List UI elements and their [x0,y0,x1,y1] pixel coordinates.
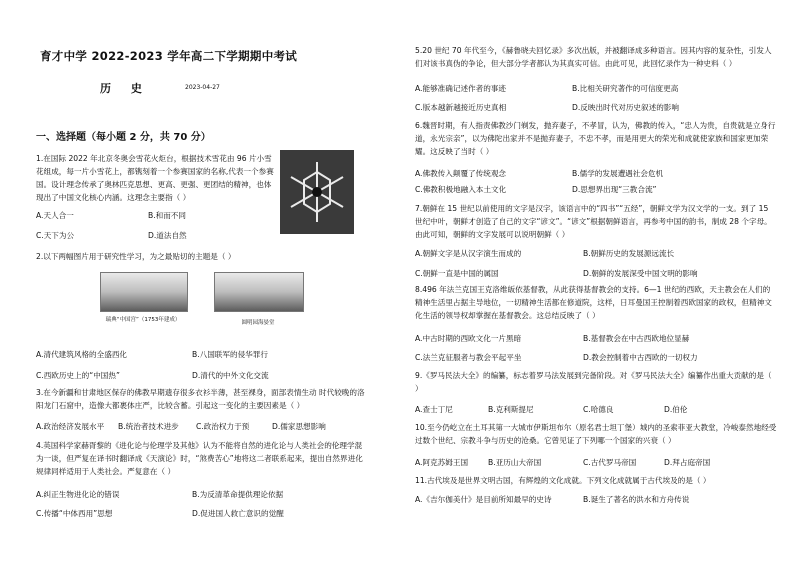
question-7-text: 7.朝鲜在 15 世纪以前使用的文字是汉字，该语言中的“四书”“五经”，朝鲜文学为汉文学的一支。到了 15 世纪中叶，朝鲜才创造了自己的文字“谚文”。“谚文”根据朝鲜语言，再参考中国的韵书，制成 28 个字母。由此可知，朝鲜的文字发展可以说明朝鲜（ ） [415,204,772,239]
q11-option-b[interactable]: B.诞生了著名的洪水和方舟传说 [583,495,690,504]
question-6-text: 6.魏晋时期，有人指责佛教沙门剃发，抛弃妻子，不孝冒，认为，佛教的传入，“忠人为贵，自贵就是立身行道，永光宗亲”，以为佛陀出家并不是抛弃妻子，不忠不孝，而是用更大的荣光和成就使家族和国家更加荣耀。这反映了当时（ ） [415,121,776,156]
q7-option-d[interactable]: D.朝鲜的发展深受中国文明的影响 [583,269,698,278]
q1-option-a[interactable]: A.天人合一 [36,211,74,220]
q1-option-c[interactable]: C.天下为公 [36,231,75,240]
q2-option-b[interactable]: B.八国联军的侵华罪行 [192,350,268,359]
q8-option-c[interactable]: C.法兰克征服者与教会平起平坐 [415,353,522,362]
q5-option-d[interactable]: D.反映出时代对历史叙述的影响 [572,103,679,112]
q1-option-d[interactable]: D.道法自然 [148,231,187,240]
q5-option-a[interactable]: A.能够准确记述作者的事迹 [415,84,507,93]
question-10-text: 10.至今仍屹立在土耳其第一大城市伊斯坦布尔（原名君士坦丁堡）城内的圣索菲亚大教堂，冷峻泰然地经受过数个世纪、宗教斗争与历史的沧桑。它曾见证了下列哪一个国家的兴衰（ ） [415,423,777,445]
q6-option-b[interactable]: B.儒学的发展遭遇社会危机 [572,169,664,178]
q9-option-c[interactable]: C.哈德良 [583,405,614,414]
q7-option-b[interactable]: B.朝鲜历史的发展源远流长 [583,249,675,258]
q4-option-c[interactable]: C.传播“中体西用”思想 [36,509,113,518]
snowflake-torch-image [280,150,354,234]
q4-option-b[interactable]: B.为反清革命提供理论依据 [192,490,284,499]
question-4-text: 4.英国科学家赫胥黎的《进化论与伦理学及其他》认为不能将自然的进化论与人类社会的伦理学混为一谈，但严复在译书时翻译成《天演论》时，“煞费苦心”地将这二者联系起来，提出自然界进化规律同样适用于人类社会。严复意在（ ） [36,441,363,476]
q9-option-d[interactable]: D.伯伦 [664,405,688,414]
snowflake-icon [280,150,354,234]
q2-option-a[interactable]: A.清代建筑风格的全盛西化 [36,350,128,359]
q5-option-b[interactable]: B.比相关研究著作的可信度更高 [572,84,679,93]
question-8-text: 8.496 年法兰克国王克洛维皈依基督教，从此获得基督教会的支持。6—1 世纪的西欧，天主教会在人们的精神生活里占据主导地位，一切精神生活都在修道院，这样，日耳曼国王控制着西欧国家的政权，但精神文化生活的领导权却掌握在基督教会。这总结反映了（ ） [415,285,772,320]
q4-option-d[interactable]: D.促进国人救亡意识的觉醒 [192,509,284,518]
q6-option-c[interactable]: C.佛教积极地融入本土文化 [415,185,507,194]
q3-option-a[interactable]: A.政治经济发展水平 [36,422,105,431]
q10-option-a[interactable]: A.阿克苏姆王国 [415,458,469,467]
q7-option-a[interactable]: A.朝鲜文字是从汉字演生而成的 [415,249,522,258]
subject-heading: 历 史 [100,82,150,95]
photo-caption-1: 瑞典“中国宫”（1753年建成） [105,317,181,323]
q7-option-c[interactable]: C.朝鲜一直是中国的属国 [415,269,499,278]
q2-option-c[interactable]: C.西欧历史上的“中国热” [36,371,120,380]
question-2-text: 2.以下两幅图片用于研究性学习，为之最贴切的主题是（ ） [36,252,236,261]
q10-option-c[interactable]: C.古代罗马帝国 [583,458,637,467]
q11-option-a[interactable]: A.《吉尔伽美什》是目前所知最早的史诗 [415,495,552,504]
exam-title: 育才中学 2022-2023 学年高二下学期期中考试 [40,49,298,63]
q8-option-d[interactable]: D.教会控制着中古西欧的一切权力 [583,353,698,362]
q3-option-c[interactable]: C.政治权力于预 [196,422,250,431]
q6-option-d[interactable]: D.思想界出现“三教合流” [572,185,657,194]
q1-option-b[interactable]: B.和而不同 [148,211,186,220]
q8-option-a[interactable]: A.中古时期的西欧文化一片黑暗 [415,334,522,343]
q10-option-d[interactable]: D.拜占庭帝国 [664,458,711,467]
haiyantang-photo [214,272,304,312]
question-3-text: 3.在今新疆和甘肃地区保存的佛教早期遗存很多衣衫半薄，甚至裸身，面部表情生动 时代较晚的洛阳龙门石窟中，造像大都裹体庄严，比较含蓄。引起这一变化的主要因素是（ ） [36,388,365,410]
q3-option-d[interactable]: D.儒家思想影响 [272,422,326,431]
q4-option-a[interactable]: A.纠正生物进化论的错误 [36,490,120,499]
question-11-text: 11.古代埃及是世界文明古国，有辉煌的文化成就。下列文化成就属于古代埃及的是（ ） [415,476,711,485]
question-5-text: 5.20 世纪 70 年代至今，《赫鲁晓夫回忆录》多次出版，并被翻译成多种语言。因其内容的复杂性，引发人们对该书真伪的争论，但大部分学者都认为其真实可信。由此可见，此回忆录作为一种史料（ ） [415,46,772,68]
q6-option-a[interactable]: A.佛教传入颠覆了传统观念 [415,169,507,178]
exam-date: 2023-04-27 [185,84,220,91]
question-1-text: 1.在国际 2022 年北京冬奥会雪花火炬台，根据技术雪花由 96 片小雪花组成，每一片小雪花上，都镌刻着一个参赛国家的名称,代表一个参赛国。设计理念传承了奥林匹克思想、更高、更强、更团结的精神，也体现出了中国文化核心内涵。这理念主要指（ ） [36,154,274,202]
q5-option-c[interactable]: C.版本越新越接近历史真相 [415,103,507,112]
section-heading: 一、选择题（每小题 2 分，共 70 分） [36,132,211,143]
q9-option-b[interactable]: B.克利斯提尼 [488,405,534,414]
q2-option-d[interactable]: D.清代的中外文化交流 [192,371,269,380]
q10-option-b[interactable]: B.亚历山大帝国 [488,458,542,467]
q8-option-b[interactable]: B.基督教会在中古西欧地位显赫 [583,334,690,343]
photo-caption-2: 圆明园海晏堂 [241,320,275,326]
q9-option-a[interactable]: A.查士丁尼 [415,405,453,414]
q3-option-b[interactable]: B.统治者技术进步 [118,422,179,431]
question-9-text: 9.《罗马民法大全》的编纂，标志着罗马法发展到完备阶段。对《罗马民法大全》编纂作出重大贡献的是（ ） [415,371,772,393]
chinese-palace-photo [100,272,188,312]
